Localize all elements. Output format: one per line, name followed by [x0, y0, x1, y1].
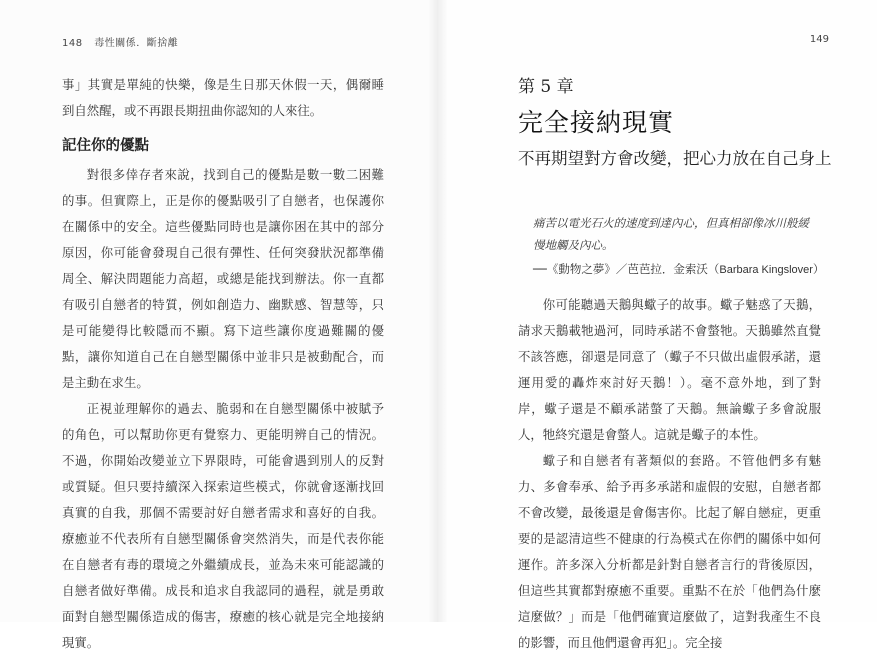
right-body [518, 292, 821, 656]
book-gutter [428, 0, 448, 622]
continuation-paragraph: 事」其實是單純的快樂，像是生日那天休假一天，偶爾睡到自然醒，或不再跟長期扭曲你認知的人來往。 [62, 77, 384, 118]
body-paragraph: 你可能聽過天鵝與蠍子的故事。蠍子魅惑了天鵝，請求天鵝載牠過河，同時承諾不會螫牠。天鵝雖然直覺不該答應，卻還是同意了（蠍子不只做出虛假承諾，還運用愛的轟炸來討好天鵝！）。毫不意外地，到了對岸，蠍子還是不顧承諾螫了天鵝。無論蠍子多會說服人，牠終究還是會螫人。這就是蠍子的本性。 [518, 297, 821, 442]
right-page [438, 0, 877, 650]
body-paragraph: 蠍子和自戀者有著類似的套路。不管他們多有魅力、多會奉承、給予再多承諾和虛假的安慰，自戀者都不會改變，最後還是會傷害你。比起了解自戀症，更重要的是認清這些不健康的行為模式在你們的關係中如何運作。許多深入分析都是針對自戀者言行的背後原因，但這些其實都對療癒不重要。重點不在於「他們為什麼這麼做？」而是「他們確實這麼做了，這對我產生不良的影響，而且他們還會再犯」。完全接 [518, 453, 821, 650]
epigraph-citation [533, 258, 833, 281]
citation-suffix: ） [812, 262, 825, 276]
left-page [0, 0, 438, 650]
chapter-label: 第 5 章 [518, 77, 574, 97]
section-heading: 記住你的優點 [62, 138, 149, 154]
chapter-subtitle: 不再期望對方會改變，把心力放在自己身上 [518, 149, 832, 168]
chapter-title: 完全接納現實 [518, 108, 675, 137]
running-header [62, 34, 178, 49]
epigraph-quote: 痛苦以電光石火的速度到達內心，但真相卻像冰川般緩慢地觸及內心。 [533, 216, 809, 252]
left-page-number: 148 [62, 38, 83, 49]
left-body [62, 162, 384, 656]
running-title: 毒性關係．斷捨離 [94, 38, 179, 49]
body-paragraph: 對很多倖存者來說，找到自己的優點是數一數二困難的事。但實際上，正是你的優點吸引了自戀者，也保護你在關係中的安全。這些優點同時也是讓你困在其中的部分原因，你可能會發現自己很有彈性、任何突發狀況都準備周全、解決問題能力高超，或總是能找到辦法。你一直都有吸引自戀者的特質，例如創造力、幽默感、智慧等，只是可能變得比較隱而不顯。寫下這些讓你度過難關的優點，讓你知道自己在自戀型關係中並非只是被動配合，而是主動在求生。 [62, 167, 384, 390]
continuation-text [62, 72, 384, 124]
right-page-number: 149 [809, 34, 829, 45]
citation-author: Barbara Kingslover [719, 264, 813, 276]
body-paragraph: 正視並理解你的過去、脆弱和在自戀型關係中被賦予的角色，可以幫助你更有覺察力、更能明辨自己的情況。不過，你開始改變並立下界限時，可能會遇到別人的反對或質疑。但只要持續深入探索這些模式，你就會逐漸找回真實的自我，那個不需要討好自戀者需求和喜好的自我。療癒並不代表所有自戀型關係會突然消失，而是代表你能在自戀者有毒的環境之外繼續成長，並為未來可能認識的自戀者做好準備。成長和追求自我認同的過程，就是勇敢面對自戀型關係造成的傷害，療癒的核心就是完全地接納現實。 [62, 401, 384, 650]
citation-prefix: ──《動物之夢》／芭芭拉．金索沃（ [533, 262, 720, 276]
